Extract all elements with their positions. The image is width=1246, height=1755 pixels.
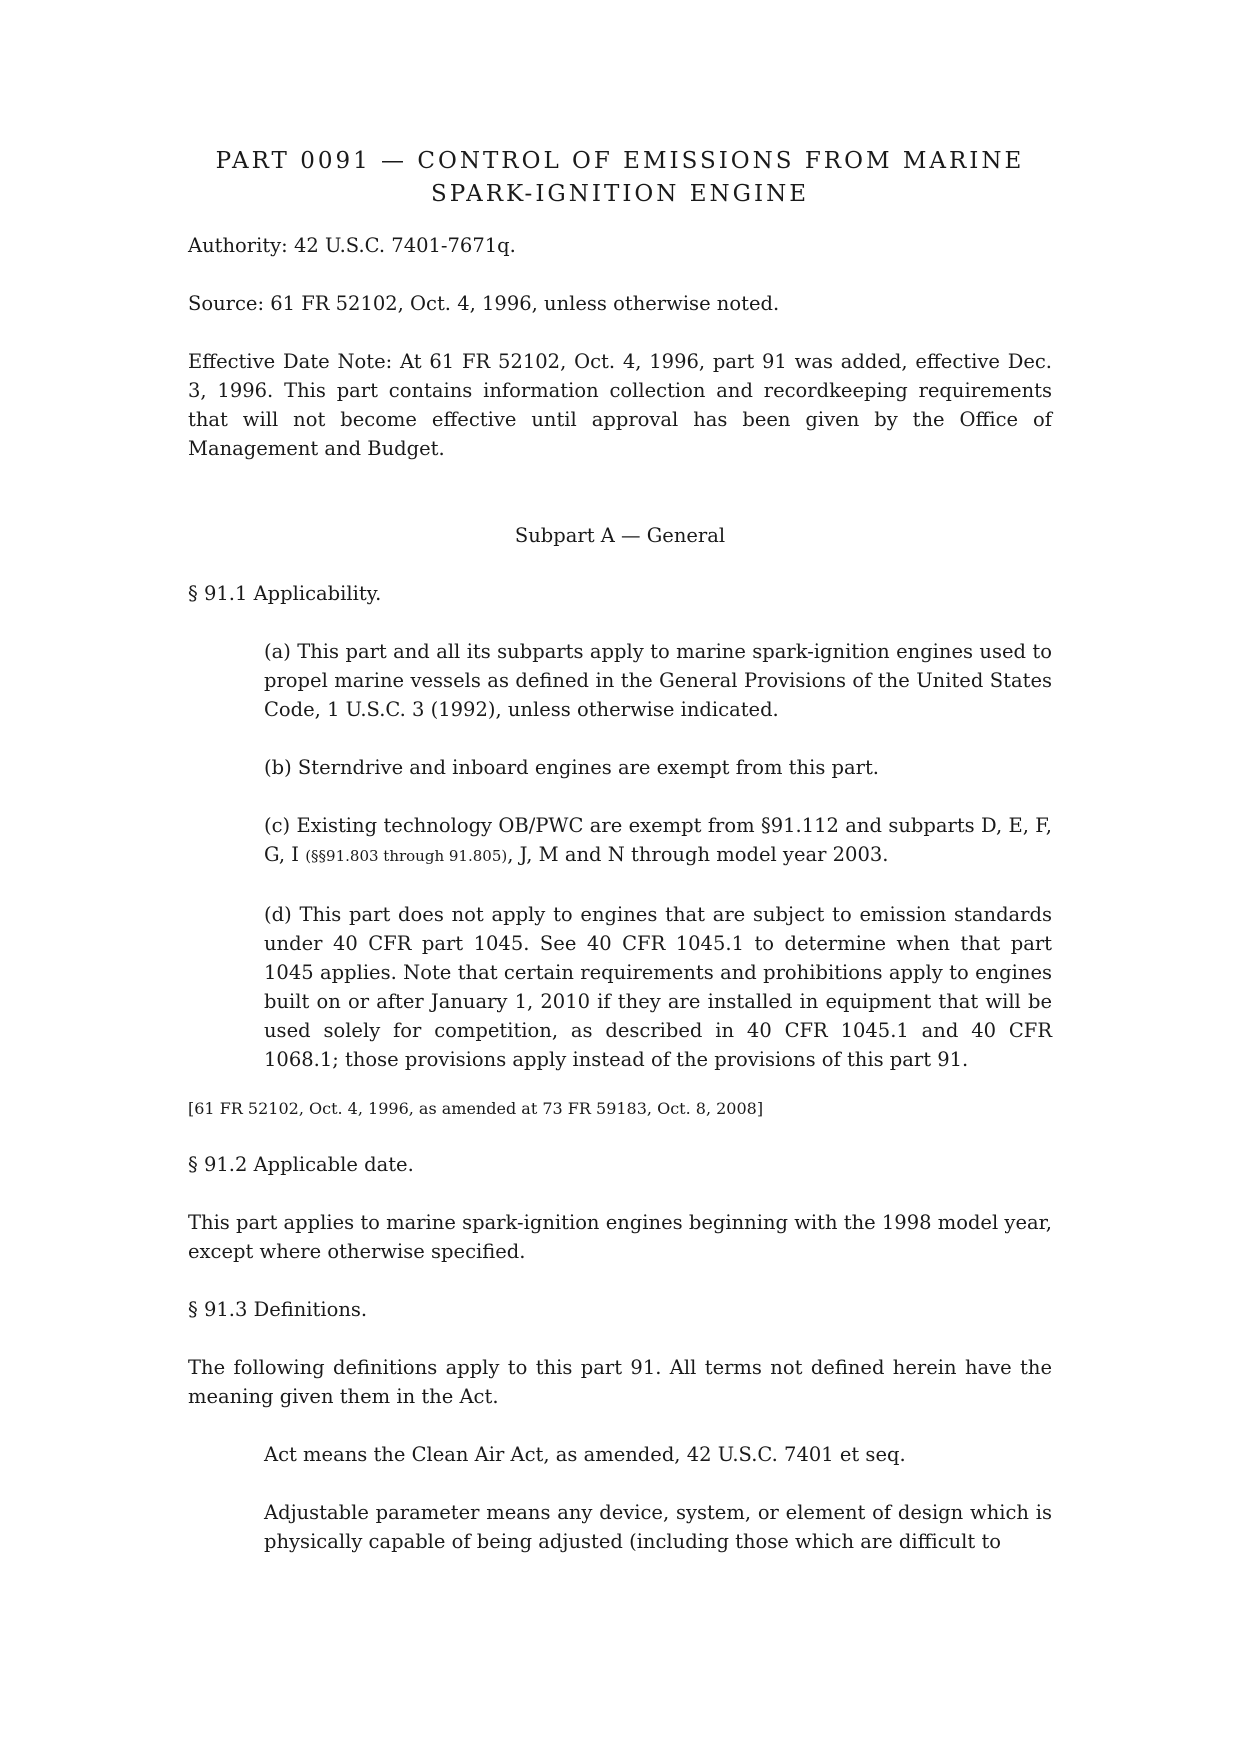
paragraph-c-part2: , J, M and N through model year 2003. [507,843,889,866]
document-page [188,145,1052,1556]
section-91-2-heading: § 91.2 Applicable date. [188,1153,414,1176]
section-91-3-body: The following definitions apply to this part 91. All terms not defined herein have the meaning given them in the Act. [188,1356,1052,1408]
title-line-2: SPARK-IGNITION ENGINE [430,181,809,207]
page-title [188,145,1052,211]
section-91-2-body: This part applies to marine spark-ignition engines beginning with the 1998 model year, except where otherwise specified. [188,1211,1052,1263]
effective-date-note: Effective Date Note: At 61 FR 52102, Oct. 4, 1996, part 91 was added, effective Dec. 3, 1996. This part contains information collection and recordkeeping requirements that will not become effective until approval has been given by the Office of Management and Budget. [188,350,1052,460]
section-91-3-heading: § 91.3 Definitions. [188,1298,368,1321]
section-91-1-paragraphs [188,637,1052,1074]
paragraph-b: (b) Sterndrive and inboard engines are exempt from this part. [264,756,879,779]
title-line-1: PART 0091 — CONTROL OF EMISSIONS FROM MARINE [215,148,1025,174]
paragraph-c [264,811,1052,871]
section-91-1-heading: § 91.1 Applicability. [188,582,382,605]
paragraph-a: (a) This part and all its subparts apply to marine spark-ignition engines used to propel marine vessels as defined in the General Provisions of the United States Code, 1 U.S.C. 3 (1992), unless otherwise indicated. [264,640,1052,721]
definition-adjustable-parameter: Adjustable parameter means any device, system, or element of design which is physically capable of being adjusted (including those which are difficult to [264,1501,1052,1553]
source-line: Source: 61 FR 52102, Oct. 4, 1996, unless otherwise noted. [188,292,780,315]
paragraph-d: (d) This part does not apply to engines that are subject to emission standards under 40 CFR part 1045. See 40 CFR 1045.1 to determine when that part 1045 applies. Note that certain requirements and prohibitions apply to engines built on or after January 1, 2010 if they are installed in equipment that will be used solely for competition, as described in 40 CFR 1045.1 and 40 CFR 1068.1; those provisions apply instead of the provisions of this part 91. [264,903,1052,1071]
amendment-citation: [61 FR 52102, Oct. 4, 1996, as amended at 73 FR 59183, Oct. 8, 2008] [188,1099,764,1118]
definition-act: Act means the Clean Air Act, as amended, 42 U.S.C. 7401 et seq. [264,1443,906,1466]
paragraph-c-part1: (c) Existing technology OB/PWC are exempt from §91.112 and subparts D, E, F, G, I [264,814,1052,866]
paragraph-c-small: (§§91.803 through 91.805) [305,847,508,865]
authority-line: Authority: 42 U.S.C. 7401-7671q. [188,234,516,257]
subpart-heading: Subpart A — General [514,524,726,547]
definitions-list [188,1440,1052,1556]
